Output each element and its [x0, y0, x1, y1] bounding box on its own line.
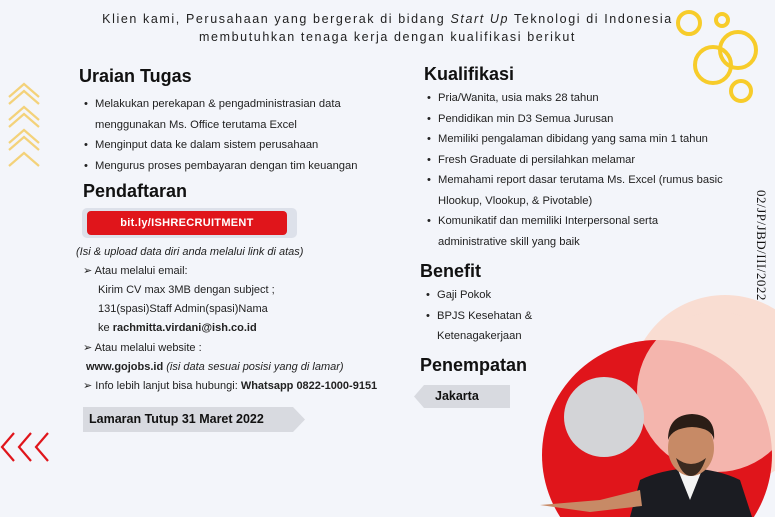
list-item: • BPJS Kesehatan & Ketenagakerjaan	[426, 306, 556, 347]
benefit-list	[426, 285, 556, 347]
email-address[interactable]: rachmitta.virdani@ish.co.id	[112, 322, 257, 334]
whatsapp-number[interactable]: Whatsapp 0822-1000-9151	[240, 380, 378, 392]
email-line-1: Kirim CV max 3MB dengan subject ;	[98, 284, 275, 296]
deadline-label: Lamaran Tutup 31 Maret 2022	[89, 412, 264, 426]
contact-info: ➢ Info lebih lanjut bisa hubungi: Whatsapp 0822-1000-9151	[83, 380, 378, 392]
list-item: • Fresh Graduate di persilahkan melamar	[427, 150, 727, 171]
uraian-list	[84, 94, 374, 176]
kualifikasi-list	[427, 88, 727, 252]
website-url[interactable]: www.gojobs.id	[86, 361, 164, 373]
uraian-title: Uraian Tugas	[79, 66, 192, 86]
link-note: (Isi & upload data diri anda melalui link di atas)	[76, 246, 304, 258]
job-code: 02/JP/JBD/III/2022	[754, 190, 769, 301]
list-item: • Memahami report dasar terutama Ms. Excel (rumus basic Hlookup, Vlookup, & Pivotable)	[427, 170, 727, 211]
recruitment-link-button[interactable]: bit.ly/ISHRECRUITMENT	[87, 211, 287, 235]
website-heading: ➢ Atau melalui website :	[83, 342, 202, 354]
list-item: • Menginput data ke dalam sistem perusahaan	[84, 135, 374, 156]
list-item: • Pendidikan min D3 Semua Jurusan	[427, 109, 727, 130]
grey-circle-decor	[564, 377, 644, 457]
location-label: Jakarta	[435, 389, 479, 403]
list-item: • Gaji Pokok	[426, 285, 556, 306]
list-item: • Pria/Wanita, usia maks 28 tahun	[427, 88, 727, 109]
email-line-3: ke rachmitta.virdani@ish.co.id	[98, 322, 257, 334]
kualifikasi-title: Kualifikasi	[424, 64, 515, 84]
list-item: • Melakukan perekapan & pengadministrasian data menggunakan Ms. Office terutama Excel	[84, 94, 374, 135]
left-arrows-decor	[2, 433, 48, 461]
pendaftaran-title: Pendaftaran	[83, 181, 188, 201]
penempatan-title: Penempatan	[420, 355, 528, 375]
list-item: • Memiliki pengalaman dibidang yang sama min 1 tahun	[427, 129, 727, 150]
list-item: • Mengurus proses pembayaran dengan tim keuangan	[84, 156, 374, 177]
email-heading: ➢ Atau melalui email:	[83, 265, 188, 277]
chevrons-decor	[9, 84, 39, 166]
intro-text: Klien kami, Perusahaan yang bergerak di bidang Start Up Teknologi di Indonesia membutuhkan tenaga kerja dengan kualifikasi berikut	[102, 12, 673, 44]
website-line: www.gojobs.id (isi data sesuai posisi yang di lamar)	[86, 361, 344, 373]
list-item: • Komunikatif dan memiliki Interpersonal serta administrative skill yang baik	[427, 211, 727, 252]
email-line-2: 131(spasi)Staff Admin(spasi)Nama	[98, 303, 268, 315]
benefit-title: Benefit	[420, 261, 482, 281]
